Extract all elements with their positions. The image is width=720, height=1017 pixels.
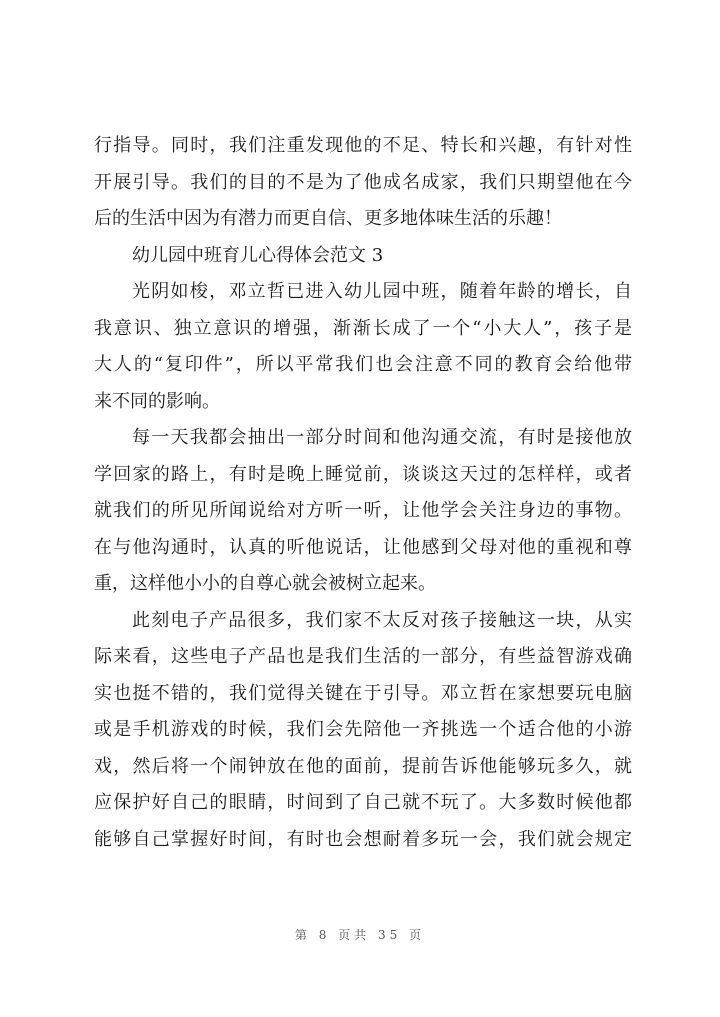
text-line: 或是手机游戏的时候，我们会先陪他一齐挑选一个适合他的小游 xyxy=(94,719,632,740)
text-line: 行指导。同时，我们注重发现他的不足、特长和兴趣，有针对性 xyxy=(94,135,632,156)
document-body xyxy=(94,128,632,858)
text-line: 学回家的路上，有时是晚上睡觉前，谈谈这天过的怎样样，或者 xyxy=(94,463,632,485)
text-line: 重，这样他小小的自尊心就会被树立起来。 xyxy=(94,573,436,594)
page-number-footer: 第 8 页共 35 页 xyxy=(294,928,426,942)
text-line: 际来看，这些电子产品也是我们生活的一部分，有些益智游戏确 xyxy=(94,646,632,667)
text-line: 我意识、独立意识的增强，渐渐长成了一个“小大人”，孩子是 xyxy=(94,317,632,339)
text-line: 能够自己掌握好时间，有时也会想耐着多玩一会，我们就会规定 xyxy=(94,828,632,850)
text-line: 此刻电子产品很多，我们家不太反对孩子接触这一块，从实 xyxy=(132,609,632,631)
text-line: 应保护好自己的眼睛，时间到了自己就不玩了。大多数时候他都 xyxy=(94,792,632,813)
text-line: 实也挺不错的，我们觉得关键在于引导。邓立哲在家想要玩电脑 xyxy=(94,682,632,704)
section-heading: 幼儿园中班育儿心得体会范文 3 xyxy=(132,244,384,266)
text-line: 后的生活中因为有潜力而更自信、更多地体味生活的乐趣！ xyxy=(94,208,562,229)
text-line: 就我们的所见所闻说给对方听一听，让他学会关注身边的事物。 xyxy=(94,500,632,521)
text-line: 每一天我都会抽出一部分时间和他沟通交流，有时是接他放 xyxy=(132,427,632,448)
text-line: 开展引导。我们的目的不是为了他成名成家，我们只期望他在今 xyxy=(94,171,632,193)
text-line: 大人的“复印件”，所以平常我们也会注意不同的教育会给他带 xyxy=(94,354,632,375)
text-line: 在与他沟通时，认真的听他说话，让他感到父母对他的重视和尊 xyxy=(94,536,632,558)
text-line: 光阴如梭，邓立哲已进入幼儿园中班，随着年龄的增长，自 xyxy=(132,281,632,302)
text-line: 戏，然后将一个闹钟放在他的面前，提前告诉他能够玩多久，就 xyxy=(94,755,632,777)
text-line: 来不同的影响。 xyxy=(94,390,220,412)
